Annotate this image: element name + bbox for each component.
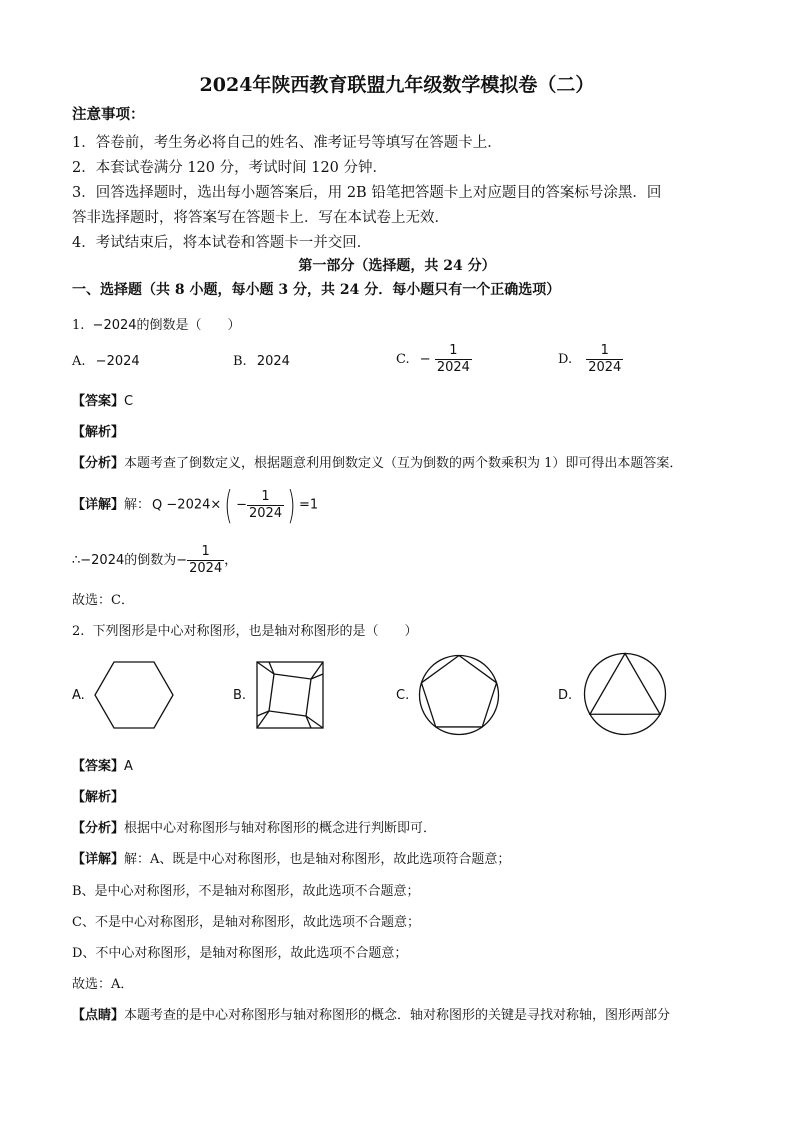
notice-item: 2．本套试卷满分 120 分，考试时间 120 分钟． [72,160,388,176]
fraction: $\frac{1}{2024}$ [588,343,622,375]
q2-option-c-label: C. [396,688,410,703]
q1-stem-text: 的倒数是（ ） [136,318,241,333]
triangle-in-circle-icon [583,652,667,736]
q1-conclusion: 故选：C． [72,593,134,608]
fraction: $\frac{1}{2024}$ [436,343,470,375]
hexagon-icon [94,660,174,730]
q1-option-a: A. −2024 [72,354,140,369]
notice-item: 4．考试结束后，将本试卷和答题卡一并交回． [72,235,372,251]
square-in-square-icon [256,661,324,729]
pentagon-in-circle-icon [418,654,500,736]
q2-line: D、不中心对称图形，是轴对称图形，故此选项不合题意； [72,946,408,961]
q1-answer: 【答案】C [72,394,134,409]
q2-answer: 【答案】A [72,759,133,774]
q2-xiangjie: 【详解】解：A、既是中心对称图形，也是轴对称图形，故此选项符合题意； [72,852,511,867]
q2-option-d-label: D. [558,688,573,703]
notice-heading: 注意事项： [72,106,145,123]
q2-option-b-label: B. [233,688,247,703]
q2-analysis-tag: 【解析】 [72,790,125,805]
q1-stem [72,314,241,333]
q2-line: B、是中心对称图形，不是轴对称图形，故此选项不合题意； [72,884,420,899]
q1-xiangjie: 【详解】解： Q −2024×( − $\frac{1}{2024}$ ) =1 [72,483,319,527]
notice-item: 1．答卷前，考生务必将自己的姓名、准考证号等填写在答题卡上． [72,135,502,151]
fraction: $\frac{1}{2024}$ [249,488,283,521]
q2-line: C、不是中心对称图形，是轴对称图形，故此选项不合题意； [72,915,420,930]
q1-option-b: B. 2024 [233,354,290,369]
fraction: $\frac{1}{2024}$ [189,544,223,576]
section-title: 一、选择题（共 8 小题，每小题 3 分，共 24 分．每小题只有一个正确选项） [72,282,561,298]
q1-analysis-tag: 【解析】 [72,425,125,440]
q1-fenxi: 【分析】本题考查了倒数定义，根据题意利用倒数定义（互为倒数的两个数乘积为 1）即可得出本题答案． [72,456,683,471]
q2-option-a-label: A. [72,688,85,703]
q1-expression: −2024 [92,318,137,333]
q1-option-c: C. − $\frac{1}{2024}$ [396,343,470,375]
page-title: 2024年陕西教育联盟九年级数学模拟卷（二） [199,74,595,96]
part-title: 第一部分（选择题，共 24 分） [298,258,496,274]
q2-fenxi: 【分析】根据中心对称图形与轴对称图形的概念进行判断即可． [72,821,437,836]
q2-conclusion: 故选：A． [72,977,134,992]
notice-item: 3．回答选择题时，选出每小题答案后，用 2B 铅笔把答题卡上对应题目的答案标号涂黑．回 [72,185,662,201]
q1-option-d: D. $\frac{1}{2024}$ [558,343,622,375]
q1-therefore: ∴−2024的倒数为− $\frac{1}{2024}$ ， [72,544,238,576]
q1-number: 1. [72,318,85,333]
q2-stem: 2. 下列图形是中心对称图形，也是轴对称图形的是（ ） [72,624,418,639]
q2-dianjing: 【点睛】本题考查的是中心对称图形与轴对称图形的概念．轴对称图形的关键是寻找对称轴，图形两部分 [72,1008,671,1023]
notice-item: 答非选择题时，将答案写在答题卡上．写在本试卷上无效． [72,210,449,226]
